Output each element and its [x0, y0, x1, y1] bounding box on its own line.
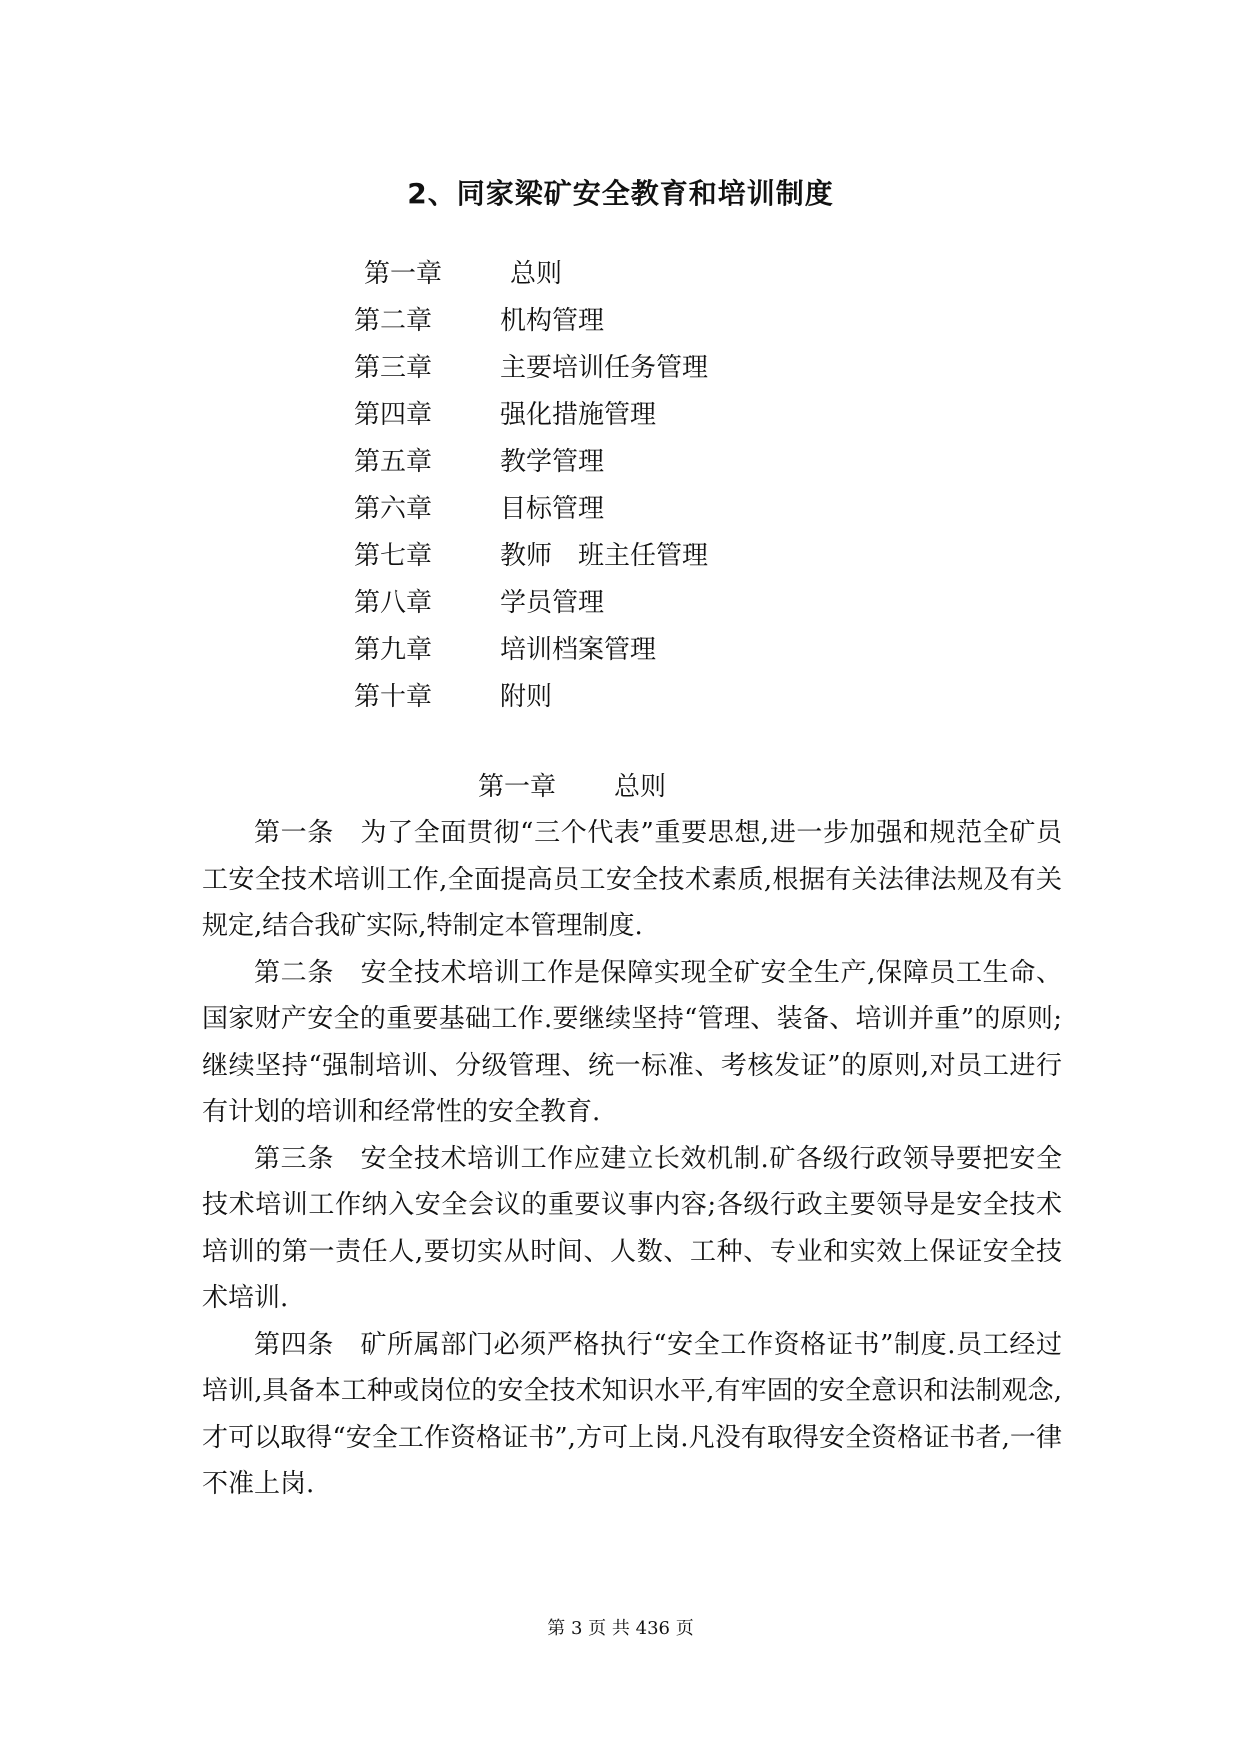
toc-chapter-number: 第三章 — [354, 353, 433, 383]
toc-chapter-number: 第一章 — [364, 259, 443, 289]
section-chapter-number: 第一章 — [478, 772, 557, 802]
table-of-contents — [354, 248, 708, 718]
toc-chapter-title: 机构管理 — [500, 306, 605, 336]
page-footer: 第 3 页 共 436 页 — [547, 1618, 694, 1639]
toc-chapter-number: 第五章 — [354, 447, 433, 477]
toc-chapter-number: 第八章 — [354, 588, 433, 618]
article-paragraph: 第一条 为了全面贯彻“三个代表”重要思想,进一步加强和规范全矿员工安全技术培训工作,全面提高员工安全技术素质,根据有关法律法规及有关规定,结合我矿实际,特制定本管理制度. — [202, 818, 1062, 941]
toc-chapter-title: 附则 — [500, 682, 553, 712]
toc-item — [354, 342, 708, 389]
toc-item — [354, 483, 708, 530]
section-chapter-title: 总则 — [614, 772, 667, 802]
toc-chapter-number: 第九章 — [354, 635, 433, 665]
document-title: 2、同家梁矿安全教育和培训制度 — [407, 177, 834, 210]
toc-item — [354, 624, 708, 671]
toc-item — [354, 436, 708, 483]
toc-chapter-number: 第七章 — [354, 541, 433, 571]
toc-chapter-title: 学员管理 — [500, 588, 605, 618]
toc-chapter-number: 第四章 — [354, 400, 433, 430]
toc-chapter-number: 第六章 — [354, 494, 433, 524]
toc-chapter-title: 培训档案管理 — [500, 635, 657, 665]
article-paragraph: 第二条 安全技术培训工作是保障实现全矿安全生产,保障员工生命、国家财产安全的重要基础工作.要继续坚持“管理、装备、培训并重”的原则;继续坚持“强制培训、分级管理、统一标准、考核发证”的原则,对员工进行有计划的培训和经常性的安全教育. — [202, 957, 1062, 1127]
toc-chapter-title: 总则 — [510, 259, 563, 289]
article-paragraph: 第三条 安全技术培训工作应建立长效机制.矿各级行政领导要把安全技术培训工作纳入安全会议的重要议事内容;各级行政主要领导是安全技术培训的第一责任人,要切实从时间、人数、工种、专业和实效上保证安全技术培训. — [202, 1143, 1062, 1313]
toc-chapter-title: 目标管理 — [500, 494, 605, 524]
toc-chapter-title: 强化措施管理 — [500, 400, 657, 430]
article-paragraph: 第四条 矿所属部门必须严格执行“安全工作资格证书”制度.员工经过培训,具备本工种或岗位的安全技术知识水平,有牢固的安全意识和法制观念,才可以取得“安全工作资格证书”,方可上岗.凡没有取得安全资格证书者,一律不准上岗. — [202, 1329, 1062, 1499]
toc-chapter-title: 教学管理 — [500, 447, 605, 477]
toc-chapter-title: 主要培训任务管理 — [500, 353, 709, 383]
toc-item — [354, 577, 708, 624]
toc-chapter-number: 第二章 — [354, 306, 433, 336]
toc-chapter-number: 第十章 — [354, 682, 433, 712]
toc-item — [354, 389, 708, 436]
toc-item — [354, 248, 708, 295]
toc-item — [354, 671, 708, 718]
toc-item — [354, 530, 708, 577]
toc-item — [354, 295, 708, 342]
body-text — [202, 810, 1062, 1508]
toc-chapter-title: 教师 班主任管理 — [500, 541, 709, 571]
section-heading — [478, 766, 666, 803]
